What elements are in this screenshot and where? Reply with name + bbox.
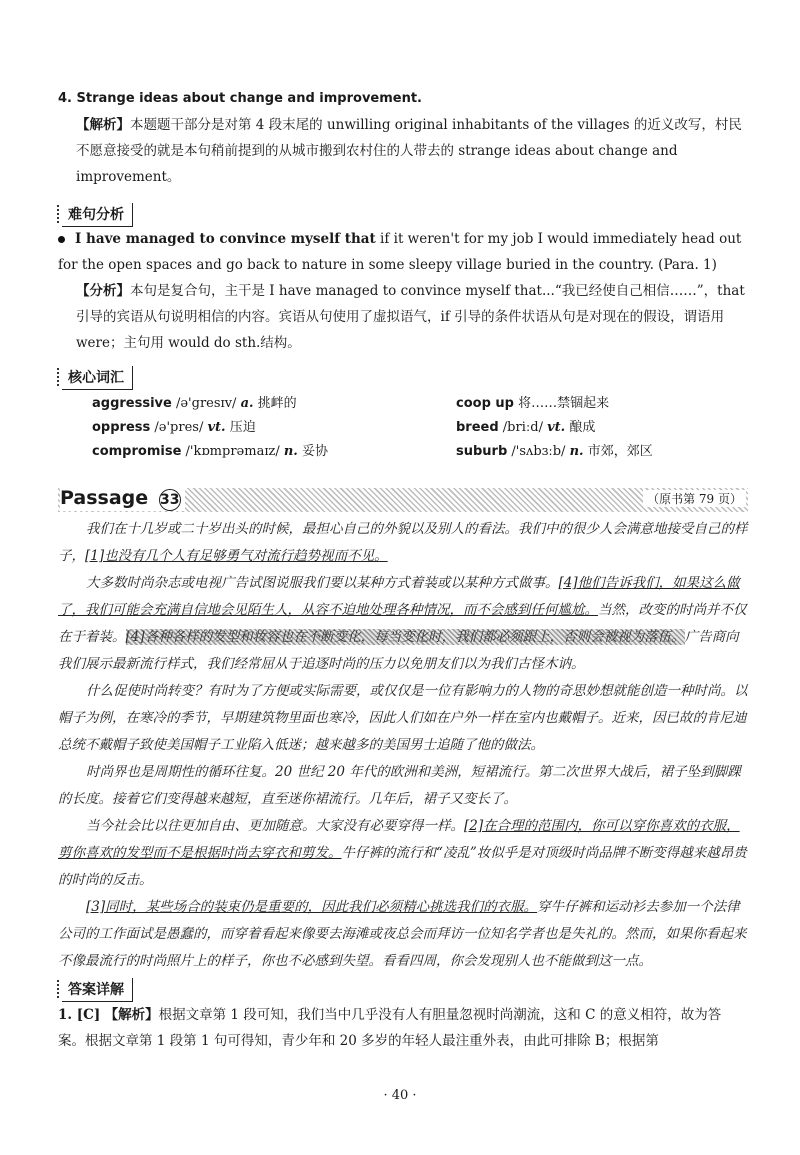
paragraph-6: [3]同时，某些场合的装束仍是重要的，因此我们必须精心挑选我们的衣服。穿牛仔裤和运动衫去参加一个法律公司的工作面试是愚蠢的，而穿着看起来像要去海滩或夜总会而拜访一位知名学者也是失礼的。然而，如果你看起来不像最流行的时尚照片上的样子，你也不必感到失望。看看四周，你会发现别人也不能做到这一点。: [58, 899, 747, 969]
paragraph-4: 时尚界也是周期性的循环往复。20 世纪 20 年代的欧洲和美洲，短裙流行。第二次世界大战后，裙子坠到脚踝的长度。接着它们变得越来越短，直至迷你裙流行。几年后，裙子又变长了。: [58, 764, 741, 807]
answer-1-text: 根据文章第 1 段可知，我们当中几乎没有人有胆量忽视时尚潮流，这和 C 的意义相符，故为答案。根据文章第 1 段第 1 句可得知，青少年和 20 多岁的年轻人最注重外表，由此可排除 B；根据第: [58, 1007, 722, 1049]
paragraph-5: 当今社会比以往更加自由、更加随意。大家没有必要穿得一样。[2]在合理的范围内，你可以穿你喜欢的衣服，剪你喜欢的发型而不是根据时尚去穿衣和剪发。牛仔裤的流行和“凌乱”妆似乎是对顶级时尚品牌不断变得越来越昂贵的时尚的反击。: [58, 818, 747, 888]
vocab-item: suburb /'sʌbɜːb/ n. 市郊，郊区: [456, 444, 653, 459]
vocab-item: compromise /'kɒmprəmaɪz/ n. 妥协: [92, 444, 328, 459]
answer-marker-1: [1]也没有几个人有足够勇气对流行趋势视而不见。: [85, 548, 388, 564]
vocabulary-left-column: [92, 392, 432, 464]
answers-heading: 答案详解: [62, 978, 133, 1002]
answer-1: [58, 1002, 746, 1054]
answer-marker-4-hatched: [4]各种各样的发型和妆容也在不断变化，每当变化时，我们都必须跟上，否则会被视为落伍。: [125, 629, 685, 645]
explanation-text: 本题题干部分是对第 4 段末尾的 unwilling original inhabitants of the villages 的近义改写，村民不愿意接受的就是本句稍前提到的从城市搬到农村住的人带去的 strange ideas about change and improvement。: [76, 117, 742, 185]
answer-marker-4: [4]他们告诉我们，如果这么做了，我们可能会充满自信地会见陌生人，从容不迫地处理各种情况，而不会感到任何尴尬。: [58, 575, 740, 618]
vocab-item: oppress /ə'pres/ vt. 压迫: [92, 420, 256, 435]
difficult-sentence: [58, 226, 746, 278]
passage-title: Passage 33: [60, 487, 185, 511]
bullet-icon: [58, 236, 65, 243]
vocabulary-heading: 核心词汇: [62, 366, 133, 390]
explanation-tag: 【解析】: [76, 117, 130, 133]
answer-marker-3: [3]同时，某些场合的装束仍是重要的，因此我们必须精心挑选我们的衣服。: [86, 899, 538, 915]
passage-translation: [58, 516, 748, 975]
vocab-item: breed /briːd/ vt. 酿成: [456, 420, 596, 435]
sentence-analysis: [58, 278, 746, 356]
answers-block: [58, 1002, 746, 1054]
difficult-sentence-heading: 难句分析: [62, 203, 133, 227]
paragraph-3: 什么促使时尚转变？有时为了方便或实际需要，或仅仅是一位有影响力的人物的奇思妙想就能创造一种时尚。以帽子为例，在寒冷的季节，早期建筑物里面也寒冷，因此人们如在户外一样在室内也戴帽子。近来，因已故的肯尼迪总统不戴帽子致使美国帽子工业陷入低迷；越来越多的美国男士追随了他的做法。: [58, 683, 748, 753]
page-number: · 40 ·: [383, 1088, 417, 1103]
paragraph-1: 我们在十几岁或二十岁出头的时候，最担心自己的外貌以及别人的看法。我们中的很少人会满意地接受自己的样子，[1]也没有几个人有足够勇气对流行趋势视而不见。: [58, 521, 748, 564]
paragraph-2: 大多数时尚杂志或电视广告试图说服我们要以某种方式着装或以某种方式做事。[4]他们告诉我们，如果这么做了，我们可能会充满自信地会见陌生人，从容不迫地处理各种情况，而不会感到任何尴尬。当然，改变的时尚并不仅在于着装。[4]各种各样的发型和妆容也在不断变化，每当变化时，我们都必须跟上，否则会被视为落伍。广告商向我们展示最新流行样式，我们经常屈从于追逐时尚的压力以免朋友们以为我们古怪木讷。: [58, 575, 747, 672]
passage-source: （原书第 79 页）: [643, 490, 746, 507]
question-4-explanation: [58, 112, 746, 190]
answer-1-head: 1. [C]: [58, 1007, 101, 1023]
vocab-item: aggressive /ə'gresɪv/ a. 挑衅的: [92, 396, 297, 411]
analysis-tag: 【分析】: [76, 283, 130, 299]
question-4-heading: 4. Strange ideas about change and improvement.: [58, 91, 422, 106]
sentence-bold-part: I have managed to convince myself that: [75, 231, 376, 247]
vocabulary-right-column: [456, 392, 746, 464]
analysis-text: 本句是复合句，主干是 I have managed to convince myself that...“我已经使自己相信……”，that 引导的宾语从句说明相信的内容。宾语从句使用了虚拟语气，if 引导的条件状语从句是对现在的假设，谓语用were；主句用 would do sth.结构。: [76, 283, 745, 351]
question-4-block: [58, 86, 746, 190]
answer-marker-2: [2]在合理的范围内，你可以穿你喜欢的衣服，剪你喜欢的发型而不是根据时尚去穿衣和剪发。: [58, 818, 740, 861]
passage-number: 33: [159, 489, 181, 511]
difficult-sentence-block: [58, 226, 746, 356]
answer-1-tag: 【解析】: [104, 1007, 159, 1023]
sentence-rest: if it weren't for my job I would immediately head out for the open spaces and go back to nature in some sleepy village buried in the country. (Para. 1): [58, 231, 742, 273]
vocab-item: coop up 将……禁锢起来: [456, 396, 610, 411]
